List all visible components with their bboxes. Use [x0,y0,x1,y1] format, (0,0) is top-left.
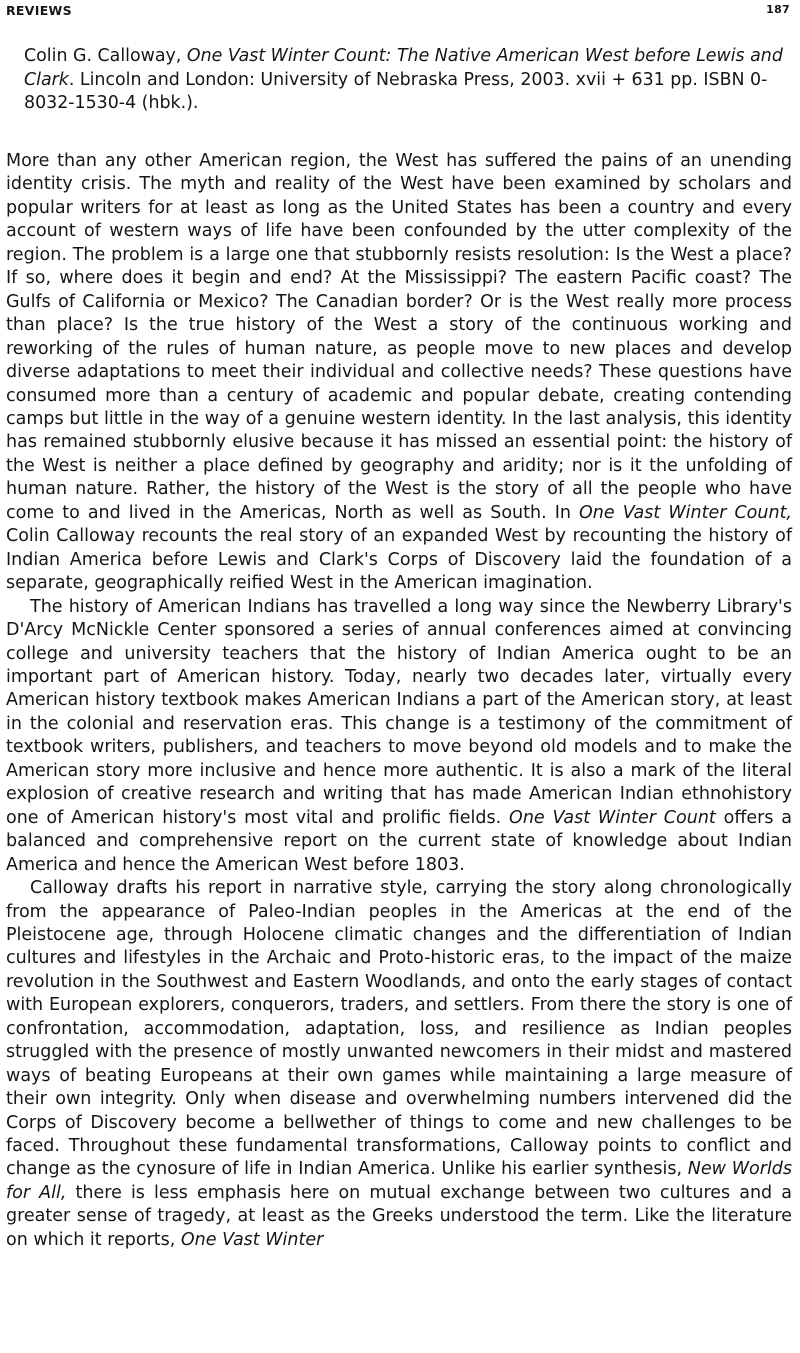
review-body [6,150,792,1252]
running-head [6,3,790,21]
paragraph-text: there is less emphasis here on mutual exchange between two cultures and a greater sense of tragedy, at least as the Greeks understood the term. Like the literature on which it reports, [6,1182,792,1250]
paragraph-3 [6,877,792,1252]
paragraph-text: offers a balanced and comprehensive report on the current state of knowledge about Indian America and hence the American West before 1803. [6,807,793,875]
paragraph-text: More than any other American region, the West has suffered the pains of an unending identity crisis. The myth and reality of the West have been examined by scholars and popular writers for at least as long as the United States has been a country and every account of western ways of life have been confounded by the utter complexity of the region. The problem is a large one that stubbornly resists resolution: Is the West a place? If so, where does it begin and end? At the Mississippi? The eastern Pacific coast? The Gulfs of California or Mexico? The Canadian border? Or is the West really more process than place? Is the true history of the West a story of the continuous working and reworking of the rules of human nature, as people move to new places and develop diverse adaptations to meet their individual and collective needs? These questions have consumed more than a century of academic and popular debate, creating contending camps but little in the way of a genuine western identity. In the last analysis, this identity has remained stubbornly elusive because it has missed an essential point: the history of the West is neither a place defined by geography and aridity; nor is it the unfolding of human nature. Rather, the history of the West is the story of all the people who have come to and lived in the Americas, North as well as South. In [6,151,792,523]
book-title-ref: One Vast Winter Count [509,807,716,828]
paragraph-2 [6,596,792,877]
paragraph-text: Colin Calloway recounts the real story of an expanded West by recounting the history of Indian America before Lewis and Clark's Corps of Discovery laid the foundation of a separate, geographically reified West in the American imagination. [6,526,792,594]
section-title: REVIEWS [6,3,72,18]
book-title-ref: One Vast Winter Count, [579,502,792,523]
paragraph-1 [6,150,792,596]
citation-book-title: One Vast Winter Count: The Native American West before Lewis and Clark [24,46,783,90]
citation-publication: . Lincoln and London: University of Nebraska Press, 2003. xvii + 631 pp. ISBN 0-8032-1530-4 (hbk.). [24,69,768,113]
page-number: 187 [766,3,790,16]
book-title-ref: New Worlds for All, [6,1159,793,1203]
book-title-ref: One Vast Winter [180,1229,324,1250]
paragraph-text: The history of American Indians has travelled a long way since the Newberry Library's D'Arcy McNickle Center sponsored a series of annual conferences aimed at convincing college and university teachers that the history of Indian America ought to be an important part of American history. Today, nearly two decades later, virtually every American history textbook makes American Indians a part of the American story, at least in the colonial and reservation eras. This change is a testimony of the commitment of textbook writers, publishers, and teachers to move beyond old models and to make the American story more inclusive and hence more authentic. It is also a mark of the literal explosion of creative research and writing that has made American Indian ethnohistory one of American history's most vital and prolific fields. [6,596,792,828]
book-citation [24,45,792,116]
paragraph-text: Calloway drafts his report in narrative style, carrying the story along chronologically from the appearance of Paleo-Indian peoples in the Americas at the end of the Pleistocene age, through Holocene climatic changes and the differentiation of Indian cultures and lifestyles in the Archaic and Proto-historic eras, to the impact of the maize revolution in the Southwest and Eastern Woodlands, and onto the early stages of contact with European explorers, conquerors, traders, and settlers. From there the story is one of confrontation, accommodation, adaptation, loss, and resilience as Indian peoples struggled with the presence of mostly unwanted newcomers in their midst and mastered ways of beating Europeans at their own games while maintaining a large measure of their own integrity. Only when disease and overwhelming numbers intervened did the Corps of Discovery become a bellwether of things to come and new challenges to be faced. Throughout these fundamental transformations, Calloway points to conflict and change as the cynosure of life in Indian America. Unlike his earlier synthesis, [6,878,792,1180]
citation-author: Colin G. Calloway, [24,46,182,66]
